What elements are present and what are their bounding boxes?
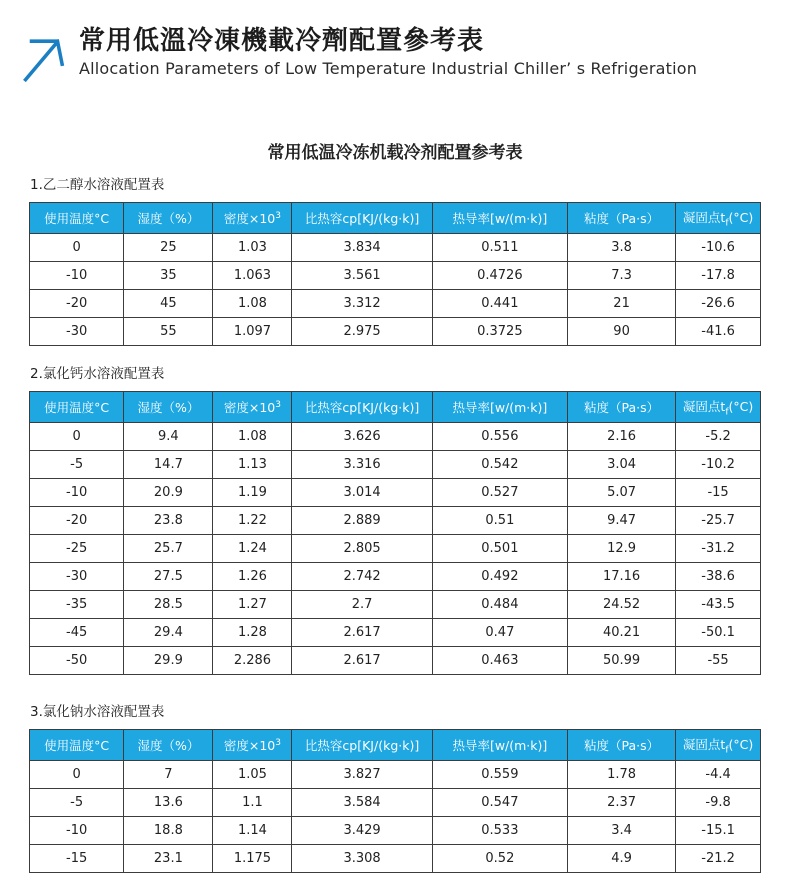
table-cell: 5.07 <box>567 479 675 507</box>
table-cell: 2.975 <box>292 318 432 346</box>
column-header: 密度$\times 10^3$ <box>213 730 292 761</box>
table-cell: 3.8 <box>567 234 675 262</box>
table-cell: 0.484 <box>432 591 567 619</box>
table-cell: 0.559 <box>432 761 567 789</box>
table-row <box>30 619 761 647</box>
table-cell: 2.617 <box>292 619 432 647</box>
table-cell: -20 <box>30 507 124 535</box>
table-cell: 2.889 <box>292 507 432 535</box>
table-cell: -25 <box>30 535 124 563</box>
table-cell: 0 <box>30 423 124 451</box>
table-cell: 3.04 <box>567 451 675 479</box>
table-cell: 55 <box>124 318 213 346</box>
table-cell: 14.7 <box>124 451 213 479</box>
table-cell: 35 <box>124 262 213 290</box>
table-header-row <box>30 392 761 423</box>
column-header: 使用温度°C <box>30 392 124 423</box>
table-row <box>30 591 761 619</box>
table-cell: 7.3 <box>567 262 675 290</box>
table-cell: 2.805 <box>292 535 432 563</box>
table-cell: 9.4 <box>124 423 213 451</box>
calcium-chloride-table <box>29 391 761 675</box>
table-cell: -5 <box>30 789 124 817</box>
table-cell: 0.501 <box>432 535 567 563</box>
table-cell: 2.286 <box>213 647 292 675</box>
table-cell: 3.584 <box>292 789 432 817</box>
ethylene-glycol-table <box>29 202 761 346</box>
table-cell: -10 <box>30 262 124 290</box>
table-header-row <box>30 203 761 234</box>
table-cell: 0.556 <box>432 423 567 451</box>
table-cell: 20.9 <box>124 479 213 507</box>
brand-subtitle: Allocation Parameters of Low Temperature Industrial Chiller’ s Refrigeration <box>79 59 698 79</box>
table-cell: -15 <box>30 845 124 873</box>
table-cell: 45 <box>124 290 213 318</box>
table-cell: 12.9 <box>567 535 675 563</box>
column-header: 比热容cp[KJ/(kg·k)] <box>292 203 432 234</box>
table-cell: 3.014 <box>292 479 432 507</box>
column-header: 湿度（%） <box>124 730 213 761</box>
table-row <box>30 451 761 479</box>
column-header: 凝固点$t_f(^\circ C)$ <box>676 392 761 423</box>
column-header: 湿度（%） <box>124 203 213 234</box>
table-cell: 1.05 <box>213 761 292 789</box>
table-cell: -41.6 <box>676 318 761 346</box>
table-cell: 27.5 <box>124 563 213 591</box>
table-cell: 0.47 <box>432 619 567 647</box>
table-cell: -21.2 <box>676 845 761 873</box>
document-title: 常用低温冷冻机载冷剂配置参考表 <box>267 143 523 163</box>
table-row <box>30 535 761 563</box>
column-header: 使用温度°C <box>30 203 124 234</box>
table-cell: 2.37 <box>567 789 675 817</box>
table-cell: -15 <box>676 479 761 507</box>
table-cell: -38.6 <box>676 563 761 591</box>
table-cell: 0.533 <box>432 817 567 845</box>
table-cell: 1.1 <box>213 789 292 817</box>
table-row <box>30 817 761 845</box>
table-cell: 0 <box>30 761 124 789</box>
table-cell: 3.626 <box>292 423 432 451</box>
column-header: 热导率[w/(m·k)] <box>432 730 567 761</box>
column-header: 粘度（Pa·s） <box>567 203 675 234</box>
table-cell: 1.27 <box>213 591 292 619</box>
table-row <box>30 318 761 346</box>
main-content <box>0 138 790 873</box>
table-cell: -9.8 <box>676 789 761 817</box>
table-cell: 23.8 <box>124 507 213 535</box>
table-cell: 3.429 <box>292 817 432 845</box>
table-row <box>30 507 761 535</box>
column-header: 热导率[w/(m·k)] <box>432 203 567 234</box>
table-cell: 90 <box>567 318 675 346</box>
brand-header <box>0 0 790 86</box>
column-header: 使用温度°C <box>30 730 124 761</box>
column-header: 比热容cp[KJ/(kg·k)] <box>292 392 432 423</box>
table-cell: -10.2 <box>676 451 761 479</box>
table-body <box>30 761 761 873</box>
table-cell: 1.78 <box>567 761 675 789</box>
table-cell: 3.312 <box>292 290 432 318</box>
table-cell: 3.316 <box>292 451 432 479</box>
column-header: 比热容cp[KJ/(kg·k)] <box>292 730 432 761</box>
brand-title: 常用低溫冷凍機載冷劑配置參考表 <box>79 26 485 56</box>
table-cell: 0.511 <box>432 234 567 262</box>
brand-text <box>79 26 697 78</box>
table-body <box>30 234 761 346</box>
table-cell: 1.28 <box>213 619 292 647</box>
table-cell: 1.08 <box>213 423 292 451</box>
section-calcium-chloride <box>29 362 761 675</box>
section-ethylene-glycol <box>29 173 761 346</box>
table-cell: 23.1 <box>124 845 213 873</box>
table-cell: 1.26 <box>213 563 292 591</box>
section-label: 3.氯化钠水溶液配置表 <box>30 704 165 720</box>
table-cell: 17.16 <box>567 563 675 591</box>
arrow-up-right-icon <box>20 30 66 86</box>
table-cell: 0.492 <box>432 563 567 591</box>
table-cell: 1.063 <box>213 262 292 290</box>
table-cell: -45 <box>30 619 124 647</box>
table-cell: 0.527 <box>432 479 567 507</box>
table-cell: -10 <box>30 479 124 507</box>
table-cell: 29.9 <box>124 647 213 675</box>
table-cell: 25 <box>124 234 213 262</box>
section-label: 2.氯化钙水溶液配置表 <box>30 366 165 382</box>
table-row <box>30 234 761 262</box>
table-cell: 1.175 <box>213 845 292 873</box>
table-cell: 28.5 <box>124 591 213 619</box>
table-cell: 4.9 <box>567 845 675 873</box>
table-cell: 2.16 <box>567 423 675 451</box>
table-row <box>30 647 761 675</box>
section-label: 1.乙二醇水溶液配置表 <box>30 177 165 193</box>
table-cell: 1.03 <box>213 234 292 262</box>
table-cell: -55 <box>676 647 761 675</box>
table-row <box>30 290 761 318</box>
sodium-chloride-table <box>29 729 761 873</box>
table-row <box>30 845 761 873</box>
table-row <box>30 423 761 451</box>
table-cell: 1.22 <box>213 507 292 535</box>
table-cell: -17.8 <box>676 262 761 290</box>
column-header: 密度$\times 10^3$ <box>213 392 292 423</box>
table-cell: 3.561 <box>292 262 432 290</box>
column-header: 凝固点$t_f(^\circ C)$ <box>676 203 761 234</box>
table-cell: 9.47 <box>567 507 675 535</box>
table-cell: 40.21 <box>567 619 675 647</box>
table-cell: 18.8 <box>124 817 213 845</box>
table-header-row <box>30 730 761 761</box>
table-cell: 0.4726 <box>432 262 567 290</box>
table-cell: 0.542 <box>432 451 567 479</box>
table-cell: -5 <box>30 451 124 479</box>
table-cell: -50 <box>30 647 124 675</box>
table-cell: -30 <box>30 318 124 346</box>
table-cell: -50.1 <box>676 619 761 647</box>
column-header: 凝固点$t_f(^\circ C)$ <box>676 730 761 761</box>
table-cell: 2.617 <box>292 647 432 675</box>
table-cell: -15.1 <box>676 817 761 845</box>
table-cell: -4.4 <box>676 761 761 789</box>
table-cell: 7 <box>124 761 213 789</box>
table-row <box>30 262 761 290</box>
table-cell: 21 <box>567 290 675 318</box>
table-cell: 1.08 <box>213 290 292 318</box>
table-row <box>30 203 761 234</box>
table-body <box>30 423 761 675</box>
table-row <box>30 761 761 789</box>
table-cell: 1.24 <box>213 535 292 563</box>
table-cell: 1.14 <box>213 817 292 845</box>
table-cell: 2.742 <box>292 563 432 591</box>
table-cell: -43.5 <box>676 591 761 619</box>
table-cell: -31.2 <box>676 535 761 563</box>
table-cell: 25.7 <box>124 535 213 563</box>
column-header: 热导率[w/(m·k)] <box>432 392 567 423</box>
table-cell: -35 <box>30 591 124 619</box>
table-cell: 0.52 <box>432 845 567 873</box>
column-header: 粘度（Pa·s） <box>567 392 675 423</box>
table-cell: 3.834 <box>292 234 432 262</box>
table-cell: -5.2 <box>676 423 761 451</box>
table-cell: -26.6 <box>676 290 761 318</box>
table-cell: -20 <box>30 290 124 318</box>
table-cell: 1.097 <box>213 318 292 346</box>
table-cell: 3.4 <box>567 817 675 845</box>
column-header: 粘度（Pa·s） <box>567 730 675 761</box>
table-row <box>30 730 761 761</box>
table-cell: -25.7 <box>676 507 761 535</box>
table-cell: 50.99 <box>567 647 675 675</box>
table-cell: 13.6 <box>124 789 213 817</box>
table-cell: 0 <box>30 234 124 262</box>
column-header: 密度$\times 10^3$ <box>213 203 292 234</box>
table-cell: 0.547 <box>432 789 567 817</box>
table-row <box>30 563 761 591</box>
table-cell: -30 <box>30 563 124 591</box>
table-cell: 24.52 <box>567 591 675 619</box>
table-cell: 0.441 <box>432 290 567 318</box>
table-row <box>30 789 761 817</box>
table-cell: 2.7 <box>292 591 432 619</box>
table-cell: 3.827 <box>292 761 432 789</box>
table-cell: 29.4 <box>124 619 213 647</box>
table-cell: 0.3725 <box>432 318 567 346</box>
table-cell: 0.463 <box>432 647 567 675</box>
section-sodium-chloride <box>29 700 761 873</box>
table-row <box>30 479 761 507</box>
table-cell: 1.13 <box>213 451 292 479</box>
table-cell: 1.19 <box>213 479 292 507</box>
column-header: 湿度（%） <box>124 392 213 423</box>
table-cell: -10.6 <box>676 234 761 262</box>
table-row <box>30 392 761 423</box>
table-cell: -10 <box>30 817 124 845</box>
table-cell: 0.51 <box>432 507 567 535</box>
table-cell: 3.308 <box>292 845 432 873</box>
